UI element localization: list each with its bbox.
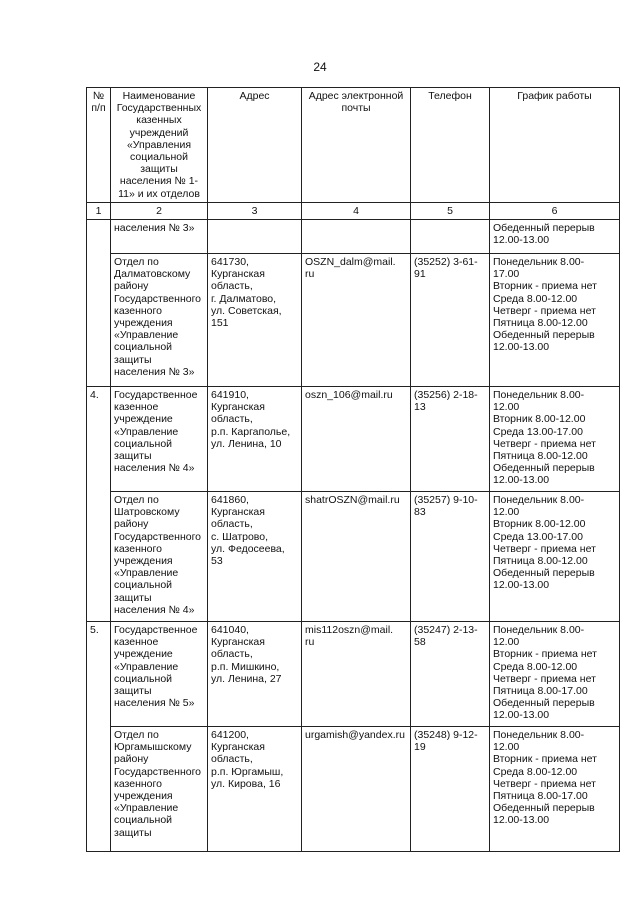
header-schedule: График работы <box>490 88 620 203</box>
address-cell: 641730, Курганская область, г. Далматово, ул. Советская, 151 <box>208 254 302 387</box>
column-number: 3 <box>208 202 302 219</box>
institution-name: Отдел по Шатровскому району Государственного казенного учреждения «Управление социальной защиты населения № 4» <box>111 492 208 622</box>
header-phone: Телефон <box>411 88 490 203</box>
column-number: 1 <box>87 202 111 219</box>
institution-name: населения № 3» <box>111 220 208 254</box>
institution-name: Государственное казенное учреждение «Управление социальной защиты населения № 4» <box>111 387 208 492</box>
header-email: Адрес электронной почты <box>302 88 411 203</box>
institution-name: Отдел по Юргамышскому району Государственного казенного учреждения «Управление социальной защиты <box>111 727 208 852</box>
table-header-row <box>87 88 620 203</box>
schedule-cell: Понедельник 8.00- 12.00 Вторник 8.00-12.00 Среда 13.00-17.00 Четверг - приема нет Пятница 8.00-12.00 Обеденный перерыв 12.00-13.00 <box>490 387 620 492</box>
schedule-cell: Обеденный перерыв 12.00-13.00 <box>490 220 620 254</box>
row-number: 4. <box>87 387 111 492</box>
phone-cell <box>411 220 490 254</box>
schedule-cell: Понедельник 8.00- 17.00 Вторник - приема нет Среда 8.00-12.00 Четверг - приема нет Пятница 8.00-12.00 Обеденный перерыв 12.00-13.00 <box>490 254 620 387</box>
phone-cell: (35257) 9-10- 83 <box>411 492 490 622</box>
column-number: 2 <box>111 202 208 219</box>
column-number: 4 <box>302 202 411 219</box>
email-cell: mis112oszn@mail. ru <box>302 622 411 727</box>
row-number <box>87 492 111 622</box>
phone-cell: (35252) 3-61- 91 <box>411 254 490 387</box>
table-row <box>87 220 620 254</box>
table-row <box>87 622 620 727</box>
schedule-cell: Понедельник 8.00- 12.00 Вторник - приема нет Среда 8.00-12.00 Четверг - приема нет Пятница 8.00-17.00 Обеденный перерыв 12.00-13.00 <box>490 727 620 852</box>
header-number: № п/п <box>87 88 111 203</box>
address-cell: 641040, Курганская область, р.п. Мишкино, ул. Ленина, 27 <box>208 622 302 727</box>
table-row <box>87 727 620 852</box>
schedule-cell: Понедельник 8.00- 12.00 Вторник - приема нет Среда 8.00-12.00 Четверг - приема нет Пятница 8.00-17.00 Обеденный перерыв 12.00-13.00 <box>490 622 620 727</box>
institution-name: Государственное казенное учреждение «Управление социальной защиты населения № 5» <box>111 622 208 727</box>
table-row <box>87 492 620 622</box>
email-cell <box>302 220 411 254</box>
column-numbers-row <box>87 202 620 219</box>
header-name: Наименование Государственных казенных учреждений «Управления социальной защиты населения № 1- 11» и их отделов <box>111 88 208 203</box>
address-cell <box>208 220 302 254</box>
institutions-table <box>86 87 620 852</box>
institution-name: Отдел по Далматовскому району Государственного казенного учреждения «Управление социальной защиты населения № 3» <box>111 254 208 387</box>
table-row <box>87 254 620 387</box>
row-number <box>87 254 111 387</box>
email-cell: urgamish@yandex.ru <box>302 727 411 852</box>
row-number <box>87 220 111 254</box>
table-row <box>87 387 620 492</box>
email-cell: oszn_106@mail.ru <box>302 387 411 492</box>
row-number: 5. <box>87 622 111 727</box>
phone-cell: (35247) 2-13- 58 <box>411 622 490 727</box>
address-cell: 641200, Курганская область, р.п. Юргамыш, ул. Кирова, 16 <box>208 727 302 852</box>
phone-cell: (35248) 9-12- 19 <box>411 727 490 852</box>
phone-cell: (35256) 2-18- 13 <box>411 387 490 492</box>
row-number <box>87 727 111 852</box>
column-number: 5 <box>411 202 490 219</box>
email-cell: shatrOSZN@mail.ru <box>302 492 411 622</box>
email-cell: OSZN_dalm@mail. ru <box>302 254 411 387</box>
address-cell: 641910, Курганская область, р.п. Каргаполье, ул. Ленина, 10 <box>208 387 302 492</box>
column-number: 6 <box>490 202 620 219</box>
schedule-cell: Понедельник 8.00- 12.00 Вторник 8.00-12.00 Среда 13.00-17.00 Четверг - приема нет Пятница 8.00-12.00 Обеденный перерыв 12.00-13.00 <box>490 492 620 622</box>
header-address: Адрес <box>208 88 302 203</box>
address-cell: 641860, Курганская область, с. Шатрово, ул. Федосеева, 53 <box>208 492 302 622</box>
page-number: 24 <box>313 60 327 74</box>
